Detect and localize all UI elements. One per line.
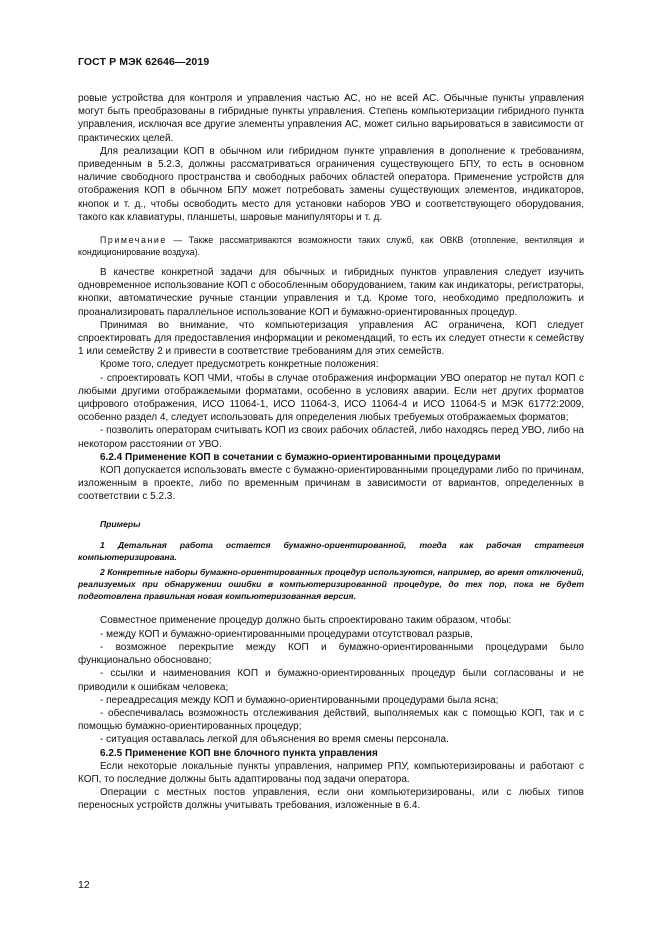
list-item: - возможное перекрытие между КОП и бумажно-ориентированными процедурами было функционально обосновано; [78, 641, 584, 667]
list-item: - позволить операторам считывать КОП из своих рабочих областей, либо находясь перед УВО, либо на некотором расстоянии от УВО. [78, 425, 584, 450]
document-body [78, 92, 584, 813]
paragraph: Принимая во внимание, что компьютеризация управления АС ограничена, КОП следует спроектировать для предоставления информации и рекомендаций, то есть их следует отнести к семейству 1 или семейству 2 и привести в соответствие требованиям для этих семейств. [78, 319, 584, 358]
list-item: - переадресация между КОП и бумажно-ориентированными процедурами была ясна; [100, 694, 499, 706]
examples-title: Примеры [100, 518, 141, 529]
page-number: 12 [78, 879, 90, 891]
paragraph: КОП допускается использовать вместе с бумажно-ориентированными процедурами либо по причинам, изложенным в проекте, либо по временным причинам в зависимости от вариантов, определенных в соответствии с 5.2.3. [78, 465, 584, 503]
paragraph: В качестве конкретной задачи для обычных и гибридных пунктов управления следует изучить одновременное использование КОП с обособленным оборудованием, таким как индикаторы, регистраторы, кнопки, автоматические ручные станции управления и т.д. Кроме того, необходимо предположить и проанализировать параллельное использование КОП и бумажно-ориентированных процедур. [78, 267, 584, 318]
note-text: — Также рассматриваются возможности таких служб, как ОВКВ (отопление, вентиляция и кондиционирование воздуха). [78, 235, 584, 258]
list-item: - ситуация оставалась легкой для объяснения во время смены персонала. [100, 734, 449, 746]
paragraph: Если некоторые локальные пункты управления, например РПУ, компьютеризированы и работают с КОП, то последние должны быть адаптированы под задачи оператора. [78, 760, 584, 785]
example-item: 2 Конкретные наборы бумажно-ориентированных процедур используются, например, во время отключений, реализуемых при обнаружении ошибки в компьютеризированной процедуре, до тех пор, пока не будет подготовлена правильная новая компьютеризованная версия. [78, 567, 584, 602]
note [78, 234, 584, 258]
paragraph: Операции с местных постов управления, если они компьютеризированы, или с любых типов переносных устройств должны учитывать требования, изложенные в 6.4. [78, 787, 584, 812]
paragraph: Кроме того, следует предусмотреть конкретные положения: [100, 359, 379, 371]
section-heading: 6.2.5 Применение КОП вне блочного пункта управления [100, 747, 378, 759]
list-item: - ссылки и наименования КОП и бумажно-ориентированных процедур были согласованы и не приводили к ошибкам человека; [78, 668, 584, 693]
paragraph: ровые устройства для контроля и управления частью АС, но не всей АС. Обычные пункты управления могут быть преобразованы в гибридные пункты управления. Степень компьютеризации гибридного пункта управления, исключая все другие элементы управления АС, может сильно варьироваться в зависимости от практических целей. [78, 93, 584, 144]
list-item: - между КОП и бумажно-ориентированными процедурами отсутствовал разрыв, [100, 628, 473, 640]
list-item: - спроектировать КОП ЧМИ, чтобы в случае отображения информации УВО оператор не путал КОП с любыми другими отображаемыми форматами, особенно в условиях аварии. Если нет других форматов цифрового отображения, ИСО 11064-1, ИСО 11064-3, ИСО 11064-4 и ИСО 11064-5 и МЭК 61772:2009, особенно раздел 4, следует использовать для определения любых требуемых отображаемых форматов; [78, 372, 584, 424]
section-heading: 6.2.4 Применение КОП в сочетании с бумажно-ориентированными процедурами [100, 451, 501, 463]
paragraph: Для реализации КОП в обычном или гибридном пункте управления в дополнение к требованиям, приведенным в 5.2.3, должны рассматриваться ограничения существующего БПУ, то есть в основном наличие свободного пространства и свободных рабочих областей оператора. Применение устройств для отображения КОП в обычном БПУ может потребовать замены существующих элементов, индикаторов, кнопок и т. д., чтобы освободить место для установки наборов УВО и соответствующего оборудования, такого как клавиатуры, планшеты, шаровые манипуляторы и т. д. [78, 145, 584, 223]
example-item: 1 Детальная работа остается бумажно-ориентированной, тогда как рабочая стратегия компьютеризирована. [78, 540, 584, 563]
note-label: Примечание [100, 235, 167, 246]
document-header: ГОСТ Р МЭК 62646—2019 [78, 56, 210, 68]
list-item: - обеспечивалась возможность отслеживания действий, выполняемых как с помощью КОП, так и с помощью бумажно-ориентированных процедур; [78, 707, 584, 733]
paragraph: Совместное применение процедур должно быть спроектировано таким образом, чтобы: [100, 615, 512, 627]
